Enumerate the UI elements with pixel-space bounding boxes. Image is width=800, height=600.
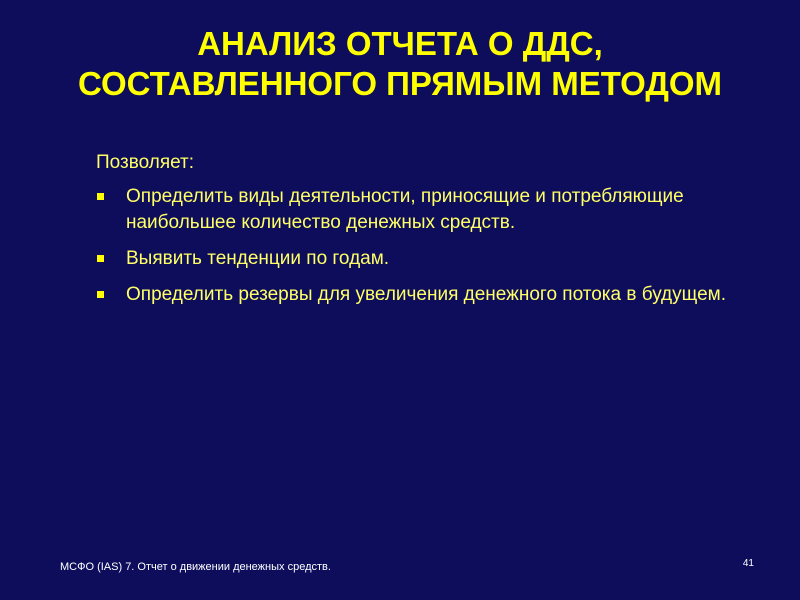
square-bullet-icon	[97, 291, 104, 298]
slide-title-line-1: АНАЛИЗ ОТЧЕТА О ДДС,	[197, 25, 603, 62]
square-bullet-icon	[97, 193, 104, 200]
square-bullet-icon	[97, 255, 104, 262]
slide-title-line-2: СОСТАВЛЕННОГО ПРЯМЫМ МЕТОДОМ	[77, 65, 723, 102]
bullet-text: Определить виды деятельности, приносящие и потребляющие наибольшее количество денежных средств.	[126, 186, 684, 233]
bullet-item	[96, 184, 736, 236]
slide-title	[0, 24, 800, 104]
page-number: 41	[742, 558, 754, 569]
slide-content	[96, 150, 736, 318]
bullet-text: Выявить тенденции по годам.	[126, 248, 390, 269]
bullet-list	[96, 184, 736, 308]
intro-text: Позволяет:	[96, 152, 195, 173]
bullet-text: Определить резервы для увеличения денежного потока в будущем.	[126, 284, 726, 305]
footer-text: МСФО (IAS) 7. Отчет о движении денежных средств.	[60, 561, 331, 573]
bullet-item	[96, 246, 736, 272]
bullet-item	[96, 282, 736, 308]
